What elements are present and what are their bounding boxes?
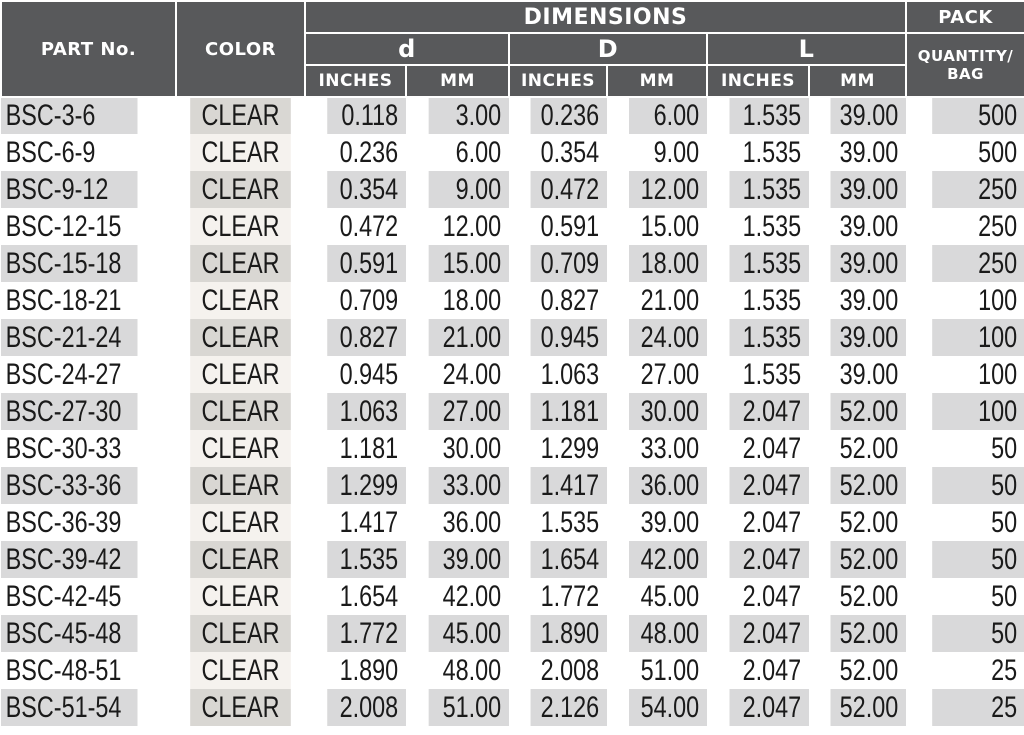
d-inches-cell: 0.591 <box>327 245 406 282</box>
L-mm-cell: 39.00 <box>830 282 906 319</box>
part-number-cell: BSC-27-30 <box>1 393 138 430</box>
header-unit-mm: MM <box>406 65 509 97</box>
L-inches-cell: 2.047 <box>729 467 809 504</box>
D-mm-cell: 6.00 <box>629 97 707 134</box>
D-mm-cell: 51.00 <box>629 652 707 689</box>
D-mm-cell: 27.00 <box>629 356 707 393</box>
part-number-cell: BSC-45-48 <box>1 615 138 652</box>
D-inches-cell: 0.354 <box>531 134 607 171</box>
L-mm-cell: 39.00 <box>830 134 906 171</box>
D-mm-cell: 24.00 <box>629 319 707 356</box>
header-unit-mm: MM <box>607 65 707 97</box>
L-mm-cell: 39.00 <box>830 356 906 393</box>
color-cell: CLEAR <box>190 319 291 356</box>
L-mm-cell: 52.00 <box>830 393 906 430</box>
part-number-cell: BSC-33-36 <box>1 467 138 504</box>
L-mm-cell: 39.00 <box>830 208 906 245</box>
part-number-cell: BSC-21-24 <box>1 319 138 356</box>
header-unit-inches: INCHES <box>707 65 809 97</box>
L-inches-cell: 2.047 <box>729 541 809 578</box>
D-mm-cell: 9.00 <box>629 134 707 171</box>
color-cell: CLEAR <box>190 171 291 208</box>
D-inches-cell: 0.591 <box>531 208 607 245</box>
table-row <box>1 689 1024 726</box>
D-mm-cell: 21.00 <box>629 282 707 319</box>
table-row <box>1 97 1024 134</box>
L-inches-cell: 2.047 <box>729 504 809 541</box>
header-dim-d-small: d <box>305 33 509 65</box>
header-color: COLOR <box>176 1 305 97</box>
D-inches-cell: 1.890 <box>531 615 607 652</box>
L-mm-cell: 52.00 <box>830 689 906 726</box>
D-inches-cell: 0.709 <box>531 245 607 282</box>
table-row <box>1 245 1024 282</box>
color-cell: CLEAR <box>190 467 291 504</box>
D-inches-cell: 0.472 <box>531 171 607 208</box>
color-cell: CLEAR <box>190 689 291 726</box>
D-mm-cell: 33.00 <box>629 430 707 467</box>
color-cell: CLEAR <box>190 134 291 171</box>
d-mm-cell: 48.00 <box>429 652 509 689</box>
color-cell: CLEAR <box>190 652 291 689</box>
L-mm-cell: 52.00 <box>830 652 906 689</box>
d-mm-cell: 27.00 <box>429 393 509 430</box>
part-number-cell: BSC-42-45 <box>1 578 138 615</box>
L-inches-cell: 1.535 <box>729 134 809 171</box>
d-inches-cell: 1.535 <box>327 541 406 578</box>
table-row <box>1 615 1024 652</box>
d-inches-cell: 1.417 <box>327 504 406 541</box>
color-cell: CLEAR <box>190 208 291 245</box>
D-inches-cell: 2.126 <box>531 689 607 726</box>
quantity-cell: 250 <box>932 208 1024 245</box>
part-number-cell: BSC-18-21 <box>1 282 138 319</box>
d-mm-cell: 15.00 <box>429 245 509 282</box>
table-row <box>1 578 1024 615</box>
header-unit-inches: INCHES <box>305 65 406 97</box>
D-inches-cell: 0.827 <box>531 282 607 319</box>
L-inches-cell: 2.047 <box>729 652 809 689</box>
table-body <box>1 97 1024 726</box>
color-cell: CLEAR <box>190 504 291 541</box>
D-mm-cell: 45.00 <box>629 578 707 615</box>
D-mm-cell: 48.00 <box>629 615 707 652</box>
d-mm-cell: 30.00 <box>429 430 509 467</box>
L-inches-cell: 1.535 <box>729 356 809 393</box>
L-mm-cell: 39.00 <box>830 319 906 356</box>
quantity-cell: 100 <box>932 356 1024 393</box>
D-mm-cell: 12.00 <box>629 171 707 208</box>
color-cell: CLEAR <box>190 578 291 615</box>
L-mm-cell: 39.00 <box>830 245 906 282</box>
table-header <box>1 1 1024 97</box>
quantity-cell: 25 <box>932 652 1024 689</box>
color-cell: CLEAR <box>190 393 291 430</box>
L-inches-cell: 2.047 <box>729 689 809 726</box>
color-cell: CLEAR <box>190 356 291 393</box>
quantity-cell: 50 <box>932 615 1024 652</box>
color-cell: CLEAR <box>190 245 291 282</box>
d-mm-cell: 42.00 <box>429 578 509 615</box>
L-inches-cell: 1.535 <box>729 208 809 245</box>
part-number-cell: BSC-6-9 <box>1 134 138 171</box>
D-inches-cell: 0.945 <box>531 319 607 356</box>
part-number-cell: BSC-30-33 <box>1 430 138 467</box>
color-cell: CLEAR <box>190 541 291 578</box>
d-inches-cell: 1.299 <box>327 467 406 504</box>
quantity-cell: 500 <box>932 97 1024 134</box>
table-row <box>1 134 1024 171</box>
quantity-cell: 50 <box>932 541 1024 578</box>
D-mm-cell: 42.00 <box>629 541 707 578</box>
d-inches-cell: 1.890 <box>327 652 406 689</box>
quantity-cell: 250 <box>932 245 1024 282</box>
D-inches-cell: 1.063 <box>531 356 607 393</box>
header-dimensions: DIMENSIONS <box>305 1 906 33</box>
quantity-cell: 100 <box>932 393 1024 430</box>
d-mm-cell: 18.00 <box>429 282 509 319</box>
color-cell: CLEAR <box>190 615 291 652</box>
L-mm-cell: 39.00 <box>830 97 906 134</box>
D-inches-cell: 1.535 <box>531 504 607 541</box>
D-inches-cell: 1.299 <box>531 430 607 467</box>
part-number-cell: BSC-3-6 <box>1 97 138 134</box>
quantity-cell: 50 <box>932 578 1024 615</box>
d-mm-cell: 51.00 <box>429 689 509 726</box>
L-mm-cell: 52.00 <box>830 615 906 652</box>
quantity-cell: 50 <box>932 504 1024 541</box>
D-inches-cell: 0.236 <box>531 97 607 134</box>
quantity-cell: 500 <box>932 134 1024 171</box>
table-row <box>1 541 1024 578</box>
d-inches-cell: 0.118 <box>327 97 406 134</box>
D-inches-cell: 1.772 <box>531 578 607 615</box>
part-number-cell: BSC-15-18 <box>1 245 138 282</box>
header-unit-mm: MM <box>809 65 906 97</box>
part-number-cell: BSC-36-39 <box>1 504 138 541</box>
header-dim-d-large: D <box>509 33 707 65</box>
L-inches-cell: 2.047 <box>729 393 809 430</box>
header-part-no: PART No. <box>1 1 176 97</box>
part-number-cell: BSC-12-15 <box>1 208 138 245</box>
L-inches-cell: 1.535 <box>729 245 809 282</box>
D-mm-cell: 30.00 <box>629 393 707 430</box>
quantity-cell: 50 <box>932 467 1024 504</box>
L-mm-cell: 52.00 <box>830 467 906 504</box>
L-inches-cell: 1.535 <box>729 171 809 208</box>
d-inches-cell: 1.181 <box>327 430 406 467</box>
table-row <box>1 652 1024 689</box>
d-mm-cell: 6.00 <box>429 134 509 171</box>
d-mm-cell: 3.00 <box>429 97 509 134</box>
L-inches-cell: 1.535 <box>729 319 809 356</box>
header-dim-l: L <box>707 33 906 65</box>
header-quantity-bag: QUANTITY/ BAG <box>906 33 1024 97</box>
header-unit-inches: INCHES <box>509 65 607 97</box>
D-inches-cell: 2.008 <box>531 652 607 689</box>
d-inches-cell: 1.772 <box>327 615 406 652</box>
d-inches-cell: 0.827 <box>327 319 406 356</box>
D-mm-cell: 36.00 <box>629 467 707 504</box>
d-inches-cell: 0.945 <box>327 356 406 393</box>
table-row <box>1 282 1024 319</box>
d-inches-cell: 0.472 <box>327 208 406 245</box>
table-row <box>1 171 1024 208</box>
d-mm-cell: 33.00 <box>429 467 509 504</box>
d-inches-cell: 1.063 <box>327 393 406 430</box>
quantity-cell: 100 <box>932 282 1024 319</box>
d-mm-cell: 24.00 <box>429 356 509 393</box>
quantity-cell: 25 <box>932 689 1024 726</box>
D-mm-cell: 54.00 <box>629 689 707 726</box>
table-row <box>1 467 1024 504</box>
L-mm-cell: 52.00 <box>830 541 906 578</box>
L-mm-cell: 39.00 <box>830 171 906 208</box>
L-inches-cell: 1.535 <box>729 282 809 319</box>
L-mm-cell: 52.00 <box>830 430 906 467</box>
part-number-cell: BSC-9-12 <box>1 171 138 208</box>
d-inches-cell: 0.354 <box>327 171 406 208</box>
d-mm-cell: 21.00 <box>429 319 509 356</box>
part-number-cell: BSC-51-54 <box>1 689 138 726</box>
d-mm-cell: 36.00 <box>429 504 509 541</box>
d-inches-cell: 0.709 <box>327 282 406 319</box>
header-pack: PACK <box>906 1 1024 33</box>
table-row <box>1 208 1024 245</box>
d-mm-cell: 45.00 <box>429 615 509 652</box>
L-inches-cell: 1.535 <box>729 97 809 134</box>
table-row <box>1 430 1024 467</box>
color-cell: CLEAR <box>190 97 291 134</box>
L-mm-cell: 52.00 <box>830 504 906 541</box>
D-mm-cell: 15.00 <box>629 208 707 245</box>
L-inches-cell: 2.047 <box>729 615 809 652</box>
L-mm-cell: 52.00 <box>830 578 906 615</box>
L-inches-cell: 2.047 <box>729 430 809 467</box>
D-inches-cell: 1.417 <box>531 467 607 504</box>
part-number-cell: BSC-48-51 <box>1 652 138 689</box>
d-mm-cell: 12.00 <box>429 208 509 245</box>
part-number-cell: BSC-39-42 <box>1 541 138 578</box>
D-mm-cell: 18.00 <box>629 245 707 282</box>
L-inches-cell: 2.047 <box>729 578 809 615</box>
d-mm-cell: 9.00 <box>429 171 509 208</box>
color-cell: CLEAR <box>190 430 291 467</box>
table-row <box>1 504 1024 541</box>
part-number-cell: BSC-24-27 <box>1 356 138 393</box>
D-mm-cell: 39.00 <box>629 504 707 541</box>
d-inches-cell: 0.236 <box>327 134 406 171</box>
D-inches-cell: 1.654 <box>531 541 607 578</box>
color-cell: CLEAR <box>190 282 291 319</box>
quantity-cell: 100 <box>932 319 1024 356</box>
table-row <box>1 356 1024 393</box>
d-inches-cell: 2.008 <box>327 689 406 726</box>
d-inches-cell: 1.654 <box>327 578 406 615</box>
table-row <box>1 393 1024 430</box>
D-inches-cell: 1.181 <box>531 393 607 430</box>
quantity-cell: 250 <box>932 171 1024 208</box>
table-row <box>1 319 1024 356</box>
d-mm-cell: 39.00 <box>429 541 509 578</box>
quantity-cell: 50 <box>932 430 1024 467</box>
